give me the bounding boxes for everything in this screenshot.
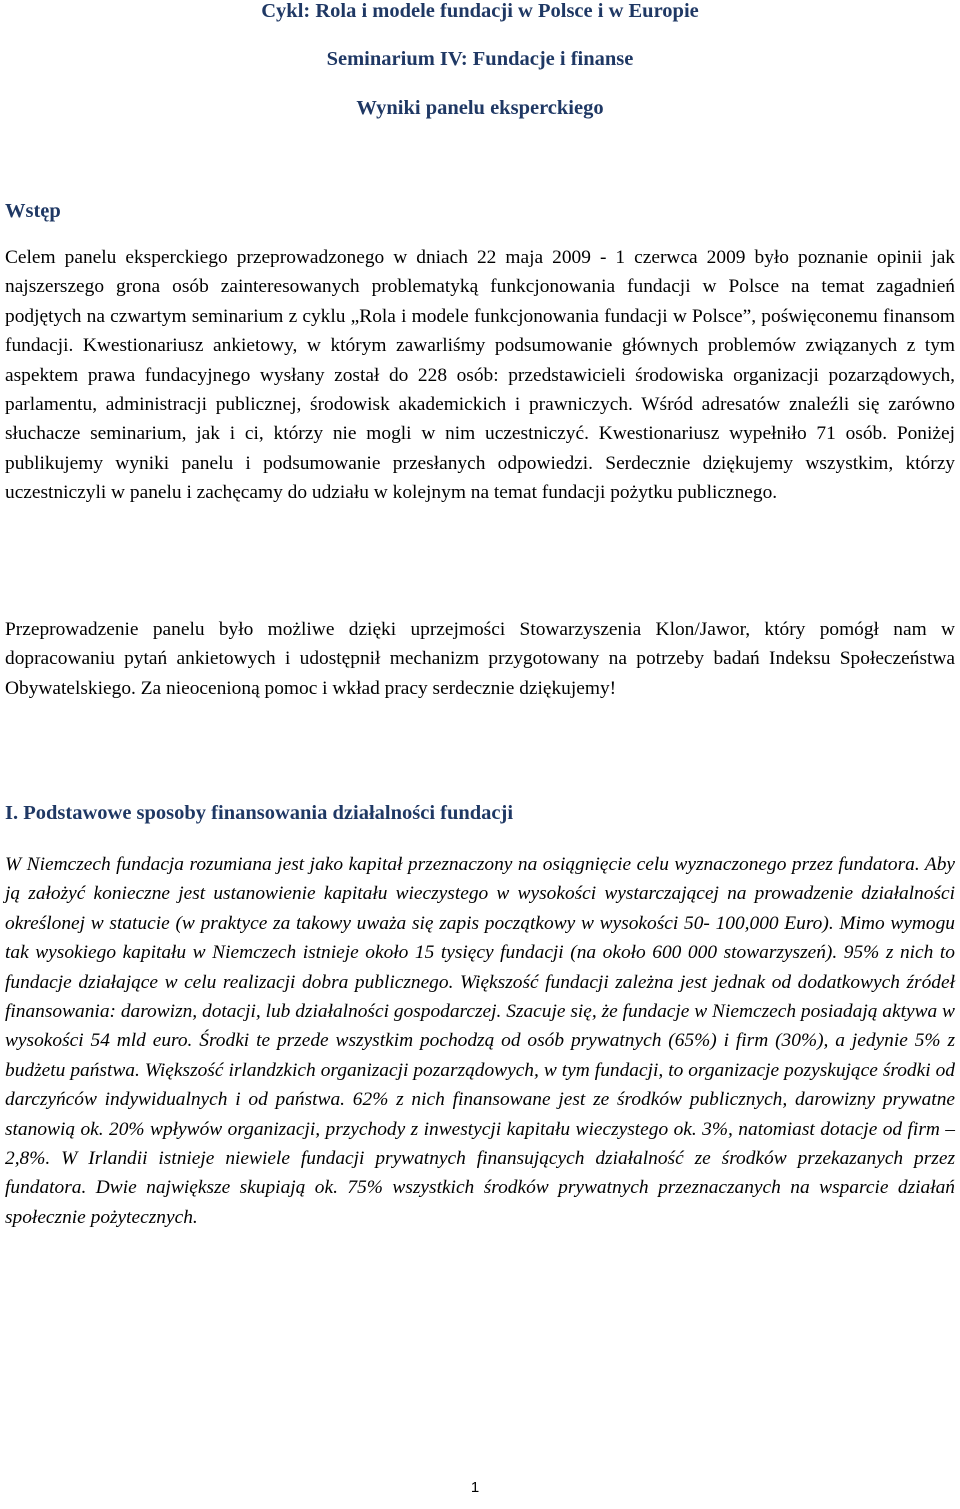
seminar-title: Seminarium IV: Fundacje i finanse bbox=[326, 48, 634, 70]
document-subtitle: Wyniki panelu eksperckiego bbox=[356, 97, 604, 119]
series-title: Cykl: Rola i modele fundacji w Polsce i w Europie bbox=[261, 0, 699, 22]
page-number: 1 bbox=[470, 1479, 480, 1496]
section-1-paragraph: W Niemczech fundacja rozumiana jest jako kapitał przeznaczony na osiągnięcie celu wyznaczonego przez fundatora. Aby ją założyć konieczne jest ustanowienie kapitału wieczystego w wysokości wystarczającej na prowadzenie działalności określonej w statucie (w praktyce za takowy uważa się zapis początkowy w wysokości 50- 100,000 Euro). Mimo wymogu tak wysokiego kapitału w Niemczech istnieje około 15 tysięcy fundacji (na około 600 000 stowarzyszeń). 95% z nich to fundacje działające w celu realizacji dobra publicznego. Większość fundacji zależna jest jednak od dodatkowych źródeł finansowania: darowizn, dotacji, lub działalności gospodarczej. Szacuje się, że fundacje w Niemczech posiadają aktywa w wysokości 54 mld euro. Środki te przede wszystkim pochodzą od osób prywatnych (65%) i firm (30%), a jedynie 5% z budżetu państwa. Większość irlandzkich organizacji pozarządowych, w tym fundacji, to organizacje pozyskujące środki od darczyńców indywidualnych i od państwa. 62% z nich finansowane jest ze środków publicznych, darowizny prywatne stanowią ok. 20% wpływów organizacji, przychody z inwestycji kapitału wieczystego ok. 3%, natomiast dotacje od firm – 2,8%. W Irlandii istnieje niewiele fundacji prywatnych finansujących działalność ze środków przekazanych przez fundatora. Dwie największe skupiają ok. 75% wszystkich środków prywatnych przeznaczanych na wsparcie działań społecznie pożytecznych. bbox=[5, 854, 955, 1228]
intro-paragraph-1: Celem panelu eksperckiego przeprowadzonego w dniach 22 maja 2009 - 1 czerwca 2009 było poznanie opinii jak najszerszego grona osób zainteresowanych problematyką funkcjonowania fundacji w Polsce na temat zagadnień podjętych na czwartym seminarium z cyklu „Rola i modele funkcjonowania fundacji w Polsce”, poświęconemu finansom fundacji. Kwestionariusz ankietowy, w którym zawarliśmy podsumowanie głównych problemów związanych z tym aspektem prawa fundacyjnego wysłany został do 228 osób: przedstawicieli środowiska organizacji pozarządowych, parlamentu, administracji publicznej, środowisk akademickich i prawniczych. Wśród adresatów znaleźli się zarówno słuchacze seminarium, jak i ci, którzy nie mogli w nim uczestniczyć. Kwestionariusz wypełniło 71 osób. Poniżej publikujemy wyniki panelu i podsumowanie przesłanych odpowiedzi. Serdecznie dziękujemy wszystkim, którzy uczestniczyli w panelu i zachęcamy do udziału w kolejnym na temat fundacji pożytku publicznego. bbox=[5, 247, 955, 504]
intro-heading: Wstęp bbox=[5, 200, 61, 222]
section-1-heading: I. Podstawowe sposoby finansowania działalności fundacji bbox=[5, 802, 514, 824]
intro-paragraph-2: Przeprowadzenie panelu było możliwe dzięki uprzejmości Stowarzyszenia Klon/Jawor, który pomógł nam w dopracowaniu pytań ankietowych i udostępnił mechanizm przygotowany na potrzeby badań Indeksu Społeczeństwa Obywatelskiego. Za nieocenioną pomoc i wkład pracy serdecznie dziękujemy! bbox=[5, 619, 955, 699]
